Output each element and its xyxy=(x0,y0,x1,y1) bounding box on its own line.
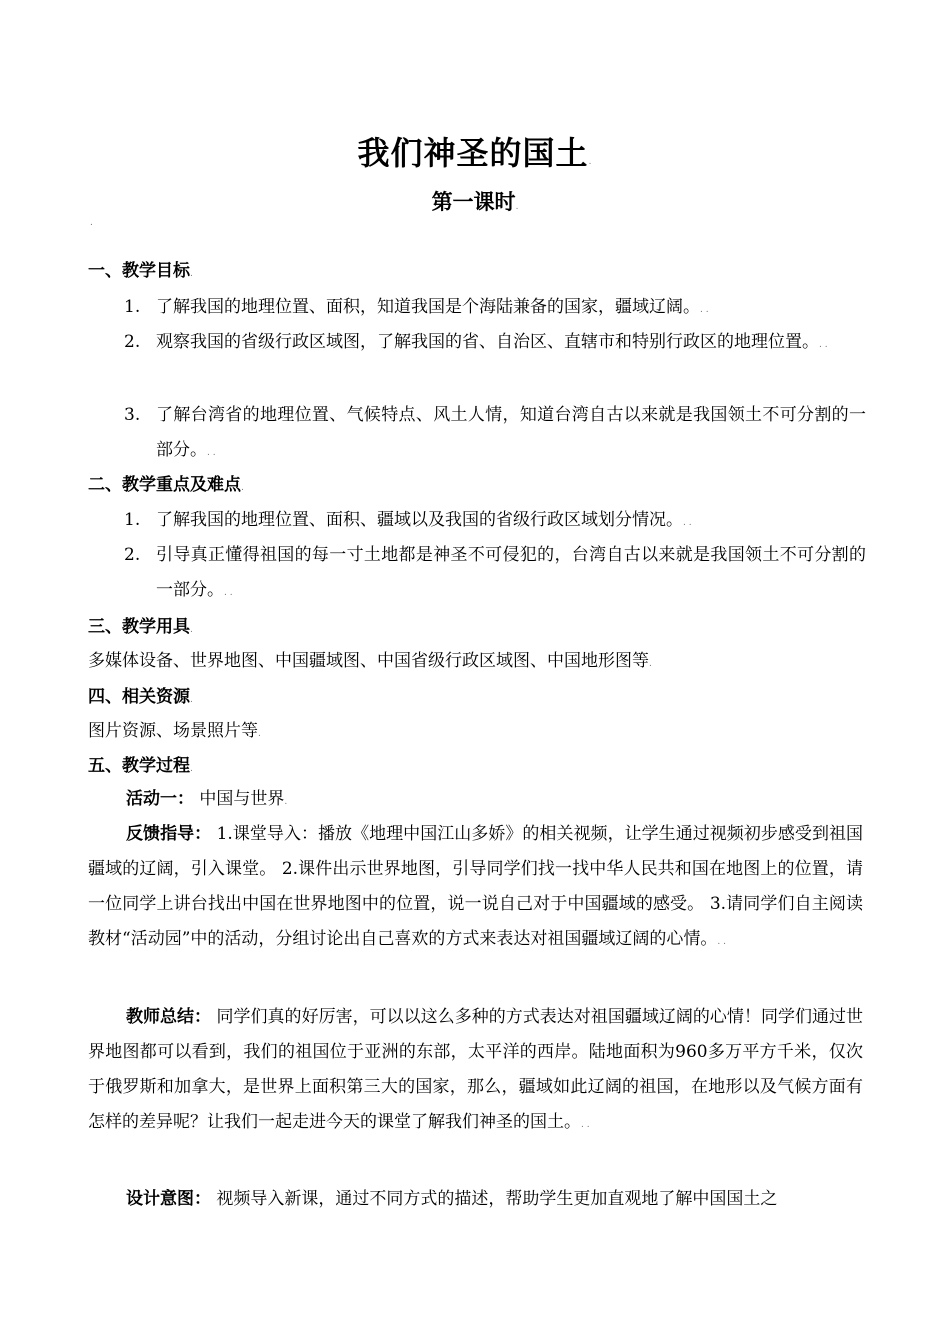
document-subtitle: 第一课时. xyxy=(431,190,519,214)
list-item: 2. 引导真正懂得祖国的每一寸土地都是神圣不可侵犯的，台湾自古以来就是我国领土不可分割的一部分。. . xyxy=(124,545,866,600)
list-item: 3. 了解台湾省的地理位置、气候特点、风土人情，知道台湾自古以来就是我国领土不可分割的一部分。. . xyxy=(124,405,866,460)
list-item: 1. 了解我国的地理位置、面积，知道我国是个海陆兼备的国家，疆域辽阔。. . xyxy=(124,297,709,317)
document-title: 我们神圣的国土. xyxy=(357,134,593,172)
summary-paragraph: 教师总结： 同学们真的好厉害，可以以这么多种的方式表达对祖国疆域辽阔的心情！同学们通过世界地图都可以看到，我们的祖国位于亚洲的东部，太平洋的西岸。陆地面积为960多万平方千米，仅次于俄罗斯和加拿大，是世界上面积第三大的国家，那么，疆域如此辽阔的祖国，在地形以及气候方面有怎样的差异呢？让我们一起走进今天的课堂了解我们神圣的国土。. . xyxy=(88,1007,864,1132)
stray-mark: . xyxy=(90,218,93,228)
resources-text: 图片资源、场景照片等. xyxy=(88,721,261,741)
activity-paragraph: 活动一： 中国与世界. xyxy=(126,789,288,809)
feedback-paragraph: 反馈指导： 1.课堂导入：播放《地理中国江山多娇》的相关视频，让学生通过视频初步感受到祖国疆域的辽阔，引入课堂。 2.课件出示世界地图，引导同学们找一找中华人民共和国在地图上的位置，请一位同学上讲台找出中国在世界地图中的位置，说一说自己对于中国疆域的感受。 3.请同学们自主阅读教材“活动园”中的活动，分组讨论出自己喜欢的方式来表达对祖国疆域辽阔的心情。. . xyxy=(88,824,864,949)
section-heading-key-points: 二、教学重点及难点. xyxy=(88,475,244,495)
list-item: 2. 观察我国的省级行政区域图，了解我国的省、自治区、直辖市和特别行政区的地理位置。. . xyxy=(124,332,828,352)
intent-paragraph: 设计意图： 视频导入新课，通过不同方式的描述，帮助学生更加直观地了解中国国土之 xyxy=(126,1189,778,1209)
list-item: 1. 了解我国的地理位置、面积、疆域以及我国的省级行政区域划分情况。. . xyxy=(124,510,692,530)
section-heading-tools: 三、教学用具. xyxy=(88,617,193,637)
section-heading-resources: 四、相关资源. xyxy=(88,687,193,707)
tools-text: 多媒体设备、世界地图、中国疆域图、中国省级行政区域图、中国地形图等. xyxy=(88,651,652,671)
section-heading-objectives: 一、教学目标. xyxy=(88,261,193,281)
section-heading-process: 五、教学过程. xyxy=(88,756,193,776)
